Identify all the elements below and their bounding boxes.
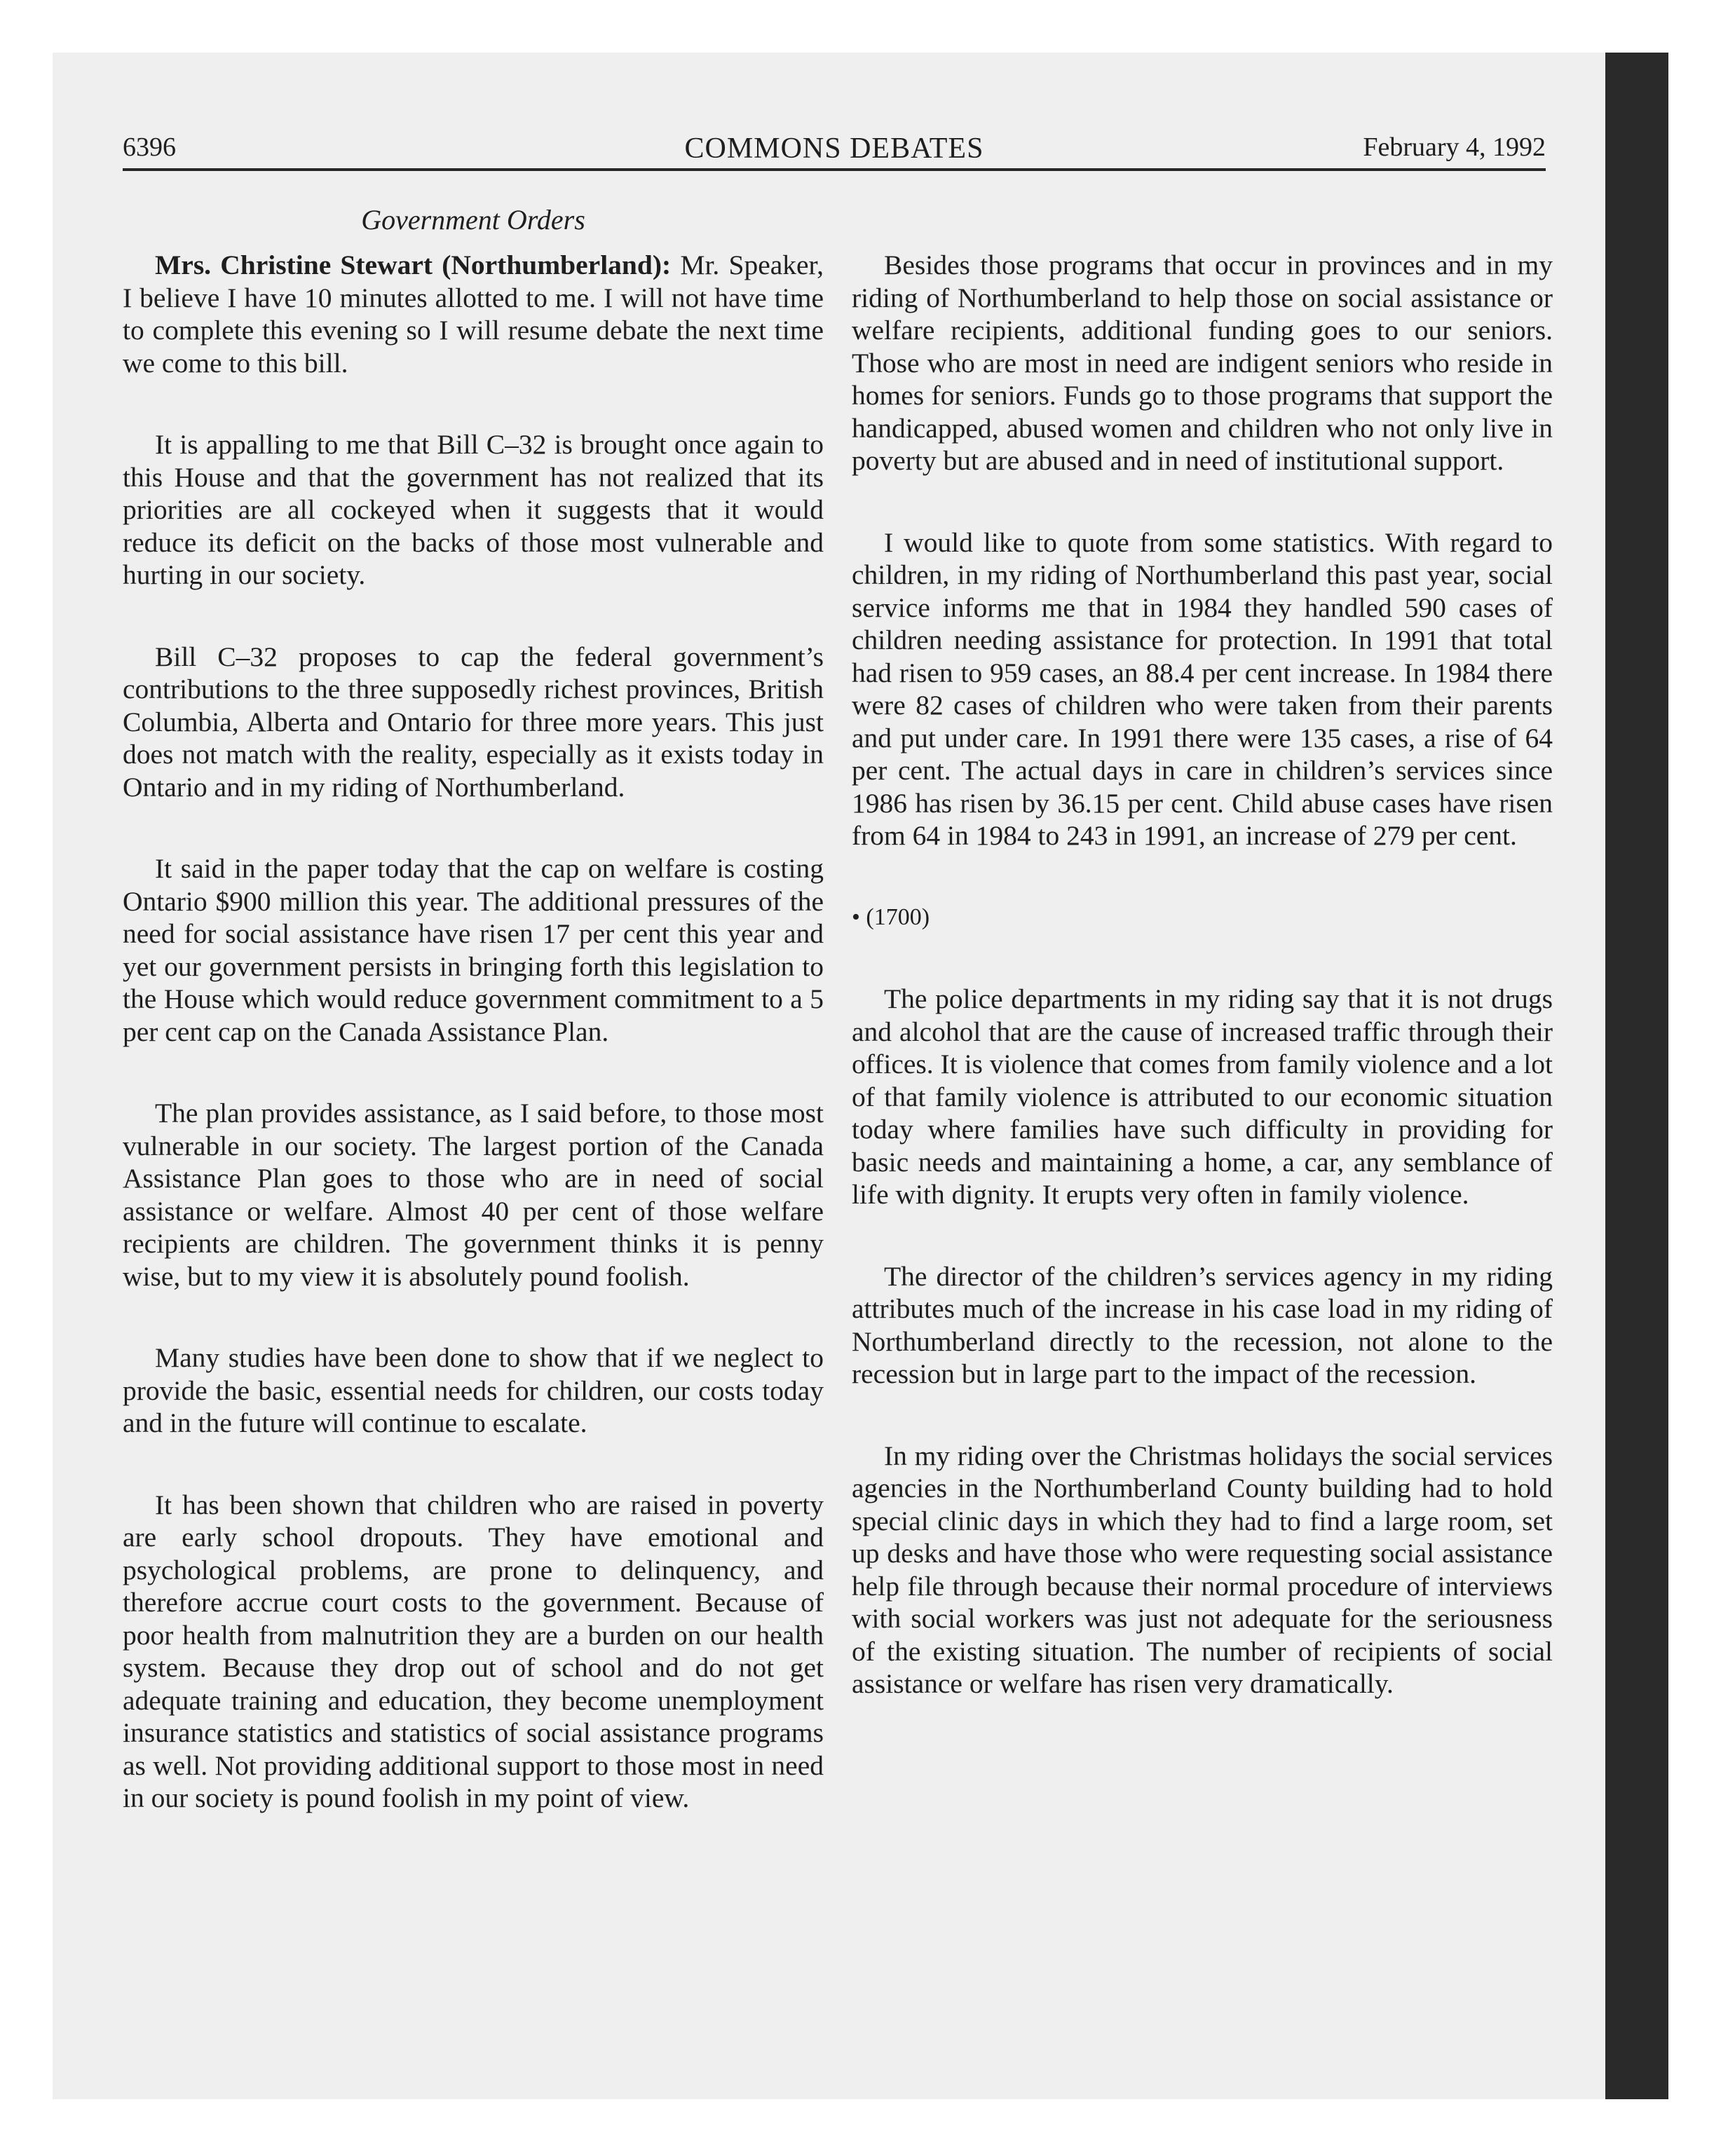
paragraph: In my riding over the Christmas holidays the social services agencies in the Northumberland County building had to hold special clinic days in which they had to find a large room, set up desks and have those who were requesting social assistance help file through because their normal procedure of interviews with social workers was just not adequate for the seriousness of the existing situation. The number of recipients of social assistance or welfare has risen very dramatically.	[852, 1440, 1553, 1699]
paragraph-opening-text: Mr. Speaker, I believe I have 10 minutes allotted to me. I will not have time to complete this evening so I will resume debate the next time we come to this bill.	[123, 250, 824, 378]
section-title: Government Orders	[361, 204, 585, 236]
page-number: 6396	[123, 132, 176, 162]
paragraph: Many studies have been done to show that if we neglect to provide the basic, essential needs for children, our costs today and in the future will continue to escalate.	[123, 1342, 824, 1438]
paragraph: Bill C–32 proposes to cap the federal government’s contributions to the three supposedly richest provinces, British Columbia, Alberta and Ontario for three more years. This just does not match with the reality, especially as it exists today in Ontario and in my riding of Northumberland.	[123, 641, 824, 803]
scan-edge-shadow	[1605, 53, 1668, 2099]
paragraph: The plan provides assistance, as I said before, to those most vulnerable in our society. The largest portion of the Canada Assistance Plan goes to those who are in need of social assistance or welfare. Almost 40 per cent of those welfare recipients are children. The government thinks it is penny wise, but to my view it is absolutely pound foolish.	[123, 1098, 824, 1292]
left-column	[123, 249, 824, 1864]
time-marker: • (1700)	[852, 903, 930, 930]
paragraph: I would like to quote from some statistics. With regard to children, in my riding of Northumberland this past year, social service informs me that in 1984 they handled 590 cases of children needing assistance for protection. In 1991 that total had risen to 959 cases, an 88.4 per cent increase. In 1984 there were 82 cases of children who were taken from their parents and put under care. In 1991 there were 135 cases, a rise of 64 per cent. The actual days in care in children’s services since 1986 has risen by 36.15 per cent. Child abuse cases have risen from 64 in 1984 to 243 in 1991, an increase of 279 per cent.	[852, 526, 1553, 851]
paragraph: It is appalling to me that Bill C–32 is brought once again to this House and that the government has not realized that its priorities are all cockeyed when it suggests that it would reduce its deficit on the backs of those most vulnerable and hurting in our society.	[123, 429, 824, 590]
header-date: February 4, 1992	[1363, 132, 1546, 162]
paragraph: The director of the children’s services agency in my riding attributes much of the increase in his case load in my riding of Northumberland directly to the recession, not alone to the recession but in large part to the impact of the recession.	[852, 1260, 1553, 1389]
paragraph-opening	[123, 249, 824, 379]
paragraph: It has been shown that children who are raised in poverty are early school dropouts. They have emotional and psychological problems, are prone to delinquency, and therefore accrue court costs to the government. Because of poor health from malnutrition they are a burden on our health system. Because they drop out of school and do not get adequate training and education, they become unemployment insurance statistics and statistics of social assistance programs as well. Not providing additional support to those most in need in our society is pound foolish in my point of view.	[123, 1489, 824, 1813]
paragraph: The police departments in my riding say that it is not drugs and alcohol that are the cause of increased traffic through their offices. It is violence that comes from family violence and a lot of that family violence is attributed to our economic situation today where families have such difficulty in providing for basic needs and maintaining a home, a car, any semblance of life with dignity. It erupts very often in family violence.	[852, 983, 1553, 1210]
publication-title: COMMONS DEBATES	[684, 132, 984, 165]
speaker-name: Mrs. Christine Stewart (Northumberland):	[155, 250, 672, 280]
paragraph: It said in the paper today that the cap on welfare is costing Ontario $900 million this year. The additional pressures of the need for social assistance have risen 17 per cent this year and yet our government persists in bringing forth this legislation to the House which would reduce government commitment to a 5 per cent cap on the Canada Assistance Plan.	[123, 853, 824, 1047]
right-column	[852, 249, 1553, 1749]
paragraph: Besides those programs that occur in provinces and in my riding of Northumberland to help those on social assistance or welfare recipients, additional funding goes to our seniors. Those who are most in need are indigent seniors who reside in homes for seniors. Funds go to those programs that support the handicapped, abused women and children who not only live in poverty but are abused and in need of institutional support.	[852, 250, 1553, 476]
page-header	[123, 126, 1546, 171]
